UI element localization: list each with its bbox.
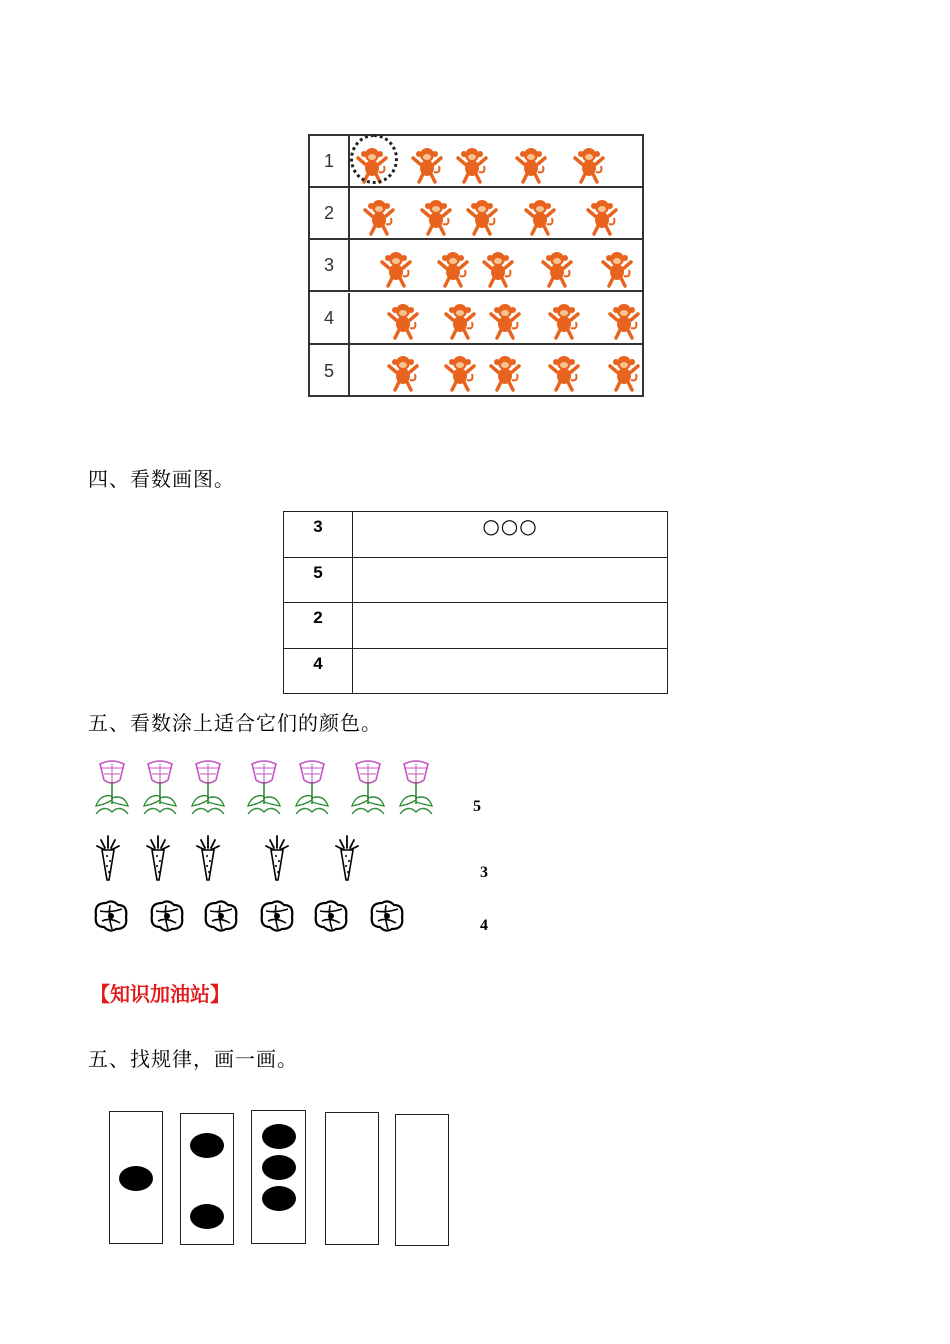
pattern-box-empty[interactable]	[325, 1112, 379, 1245]
monkey-row	[310, 293, 642, 345]
bloom-icon[interactable]	[148, 899, 186, 937]
monkey-icon	[586, 198, 618, 236]
carrot-icon[interactable]	[93, 834, 123, 886]
monkey-row	[310, 240, 642, 292]
carrot-count-number: 3	[480, 864, 488, 881]
row-number: 3	[310, 240, 350, 290]
monkey-icon	[444, 302, 476, 340]
pattern-dot	[262, 1124, 296, 1149]
monkey-icon	[411, 146, 443, 184]
flower-icon[interactable]	[244, 760, 284, 822]
monkey-icon	[524, 198, 556, 236]
bloom-icon[interactable]	[368, 899, 406, 937]
flower-icon[interactable]	[292, 760, 332, 822]
row-number: 2	[310, 188, 350, 238]
flower-icon[interactable]	[188, 760, 228, 822]
carrot-icon[interactable]	[143, 834, 173, 886]
section-5-title: 五、看数涂上适合它们的颜色。	[88, 711, 382, 735]
monkey-icon	[601, 250, 633, 288]
bloom-icon[interactable]	[202, 899, 240, 937]
flower-icon[interactable]	[348, 760, 388, 822]
flower-icon[interactable]	[396, 760, 436, 822]
draw-cell[interactable]	[353, 603, 667, 650]
carrot-icon[interactable]	[332, 834, 362, 886]
row-number: 4	[310, 293, 350, 343]
row-number: 1	[310, 136, 350, 186]
draw-row	[284, 649, 667, 695]
monkey-icon	[437, 250, 469, 288]
pattern-dot	[119, 1166, 153, 1191]
monkey-icon	[608, 354, 640, 392]
knowledge-tip-label: 【知识加油站】	[90, 982, 230, 1006]
draw-cell[interactable]: ○○○	[482, 514, 538, 538]
draw-cell[interactable]	[353, 558, 667, 605]
monkey-icon	[489, 354, 521, 392]
bloom-count-number: 4	[480, 917, 488, 934]
monkey-icon	[573, 146, 605, 184]
bloom-icon[interactable]	[92, 899, 130, 937]
draw-row-number: 4	[284, 649, 353, 695]
pattern-dot	[262, 1186, 296, 1211]
bloom-icon[interactable]	[312, 899, 350, 937]
monkey-icon	[466, 198, 498, 236]
flower-count-number: 5	[473, 798, 481, 815]
bloom-icon[interactable]	[258, 899, 296, 937]
carrot-icon[interactable]	[193, 834, 223, 886]
pattern-box	[109, 1111, 163, 1244]
pattern-box	[251, 1110, 306, 1244]
pattern-dot	[190, 1204, 224, 1229]
monkey-icon	[387, 354, 419, 392]
monkey-icon	[608, 302, 640, 340]
carrot-icon[interactable]	[262, 834, 292, 886]
monkey-icon	[363, 198, 395, 236]
section-4-title: 四、看数画图。	[88, 467, 235, 491]
monkey-icon	[541, 250, 573, 288]
dotted-circle	[350, 134, 398, 184]
pattern-box	[180, 1113, 234, 1245]
monkey-icon	[420, 198, 452, 236]
draw-row	[284, 512, 667, 558]
monkey-icon	[456, 146, 488, 184]
pattern-dot	[262, 1155, 296, 1180]
monkey-row	[310, 345, 642, 397]
monkey-icon	[489, 302, 521, 340]
section-6-title: 五、找规律，画一画。	[88, 1047, 298, 1071]
draw-row	[284, 558, 667, 604]
row-number: 5	[310, 345, 350, 397]
monkey-icon	[444, 354, 476, 392]
draw-row	[284, 603, 667, 649]
flower-icon[interactable]	[140, 760, 180, 822]
monkey-icon	[515, 146, 547, 184]
monkey-icon	[482, 250, 514, 288]
draw-row-number: 5	[284, 558, 353, 603]
monkey-icon	[548, 354, 580, 392]
draw-cell[interactable]	[353, 649, 667, 697]
draw-row-number: 3	[284, 512, 353, 557]
monkey-icon	[548, 302, 580, 340]
monkey-icon	[380, 250, 412, 288]
flower-icon[interactable]	[92, 760, 132, 822]
draw-by-number-table	[283, 511, 668, 694]
monkey-icon	[387, 302, 419, 340]
pattern-dot	[190, 1133, 224, 1158]
draw-row-number: 2	[284, 603, 353, 648]
pattern-box-empty[interactable]	[395, 1114, 449, 1246]
